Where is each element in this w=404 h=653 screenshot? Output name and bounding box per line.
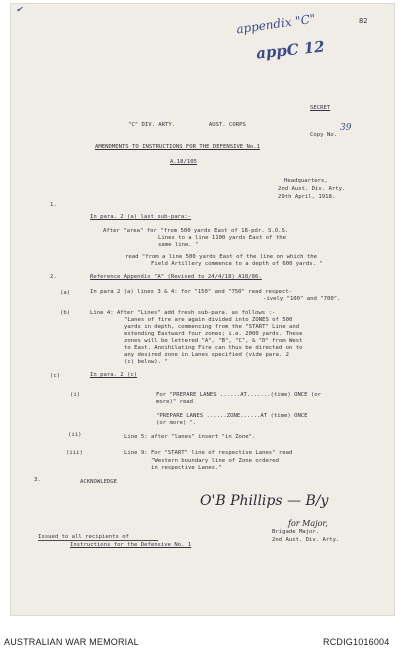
document-title: AMENDMENTS TO INSTRUCTIONS FOR THE DEFENSIVE No.1 [95,144,261,150]
para-number-2: 2. [50,274,57,280]
distribution-line: Issued to all recipients of [38,534,129,540]
sub-para-b-text: yards in depth, commencing from the "START" Line and [124,324,300,330]
sub-para-label: (a) [60,290,71,296]
sub-para-a-text: -ively "100" and "700". [263,296,341,302]
copy-number-label: Copy No. [310,132,337,138]
para-1-text: Lines to a line 1100 yards East of the [158,235,286,241]
sub-para-b-text: "Lanes of fire are again divided into ZONES of 500 [124,317,293,323]
document-reference: A.18/105 [170,159,197,165]
para-number-3: 3. [34,477,41,483]
para-2-heading: Reference Appendix "A" (Revised to 24/4/18) A18/86. [90,274,262,280]
archive-footer [0,617,404,653]
sub-para-b-text: to East. Annihilating Fire can thus be directed on to [124,345,303,351]
para-1-text: same line. " [158,242,199,248]
signatory-unit: 2nd Aust. Div. Arty. [272,537,340,543]
handwritten-app-note: appC 12 [255,37,326,63]
item-i-text: more)" read [156,399,194,405]
signature: O'B Phillips — B/y [200,493,329,509]
acknowledge-instruction: ACKNOWLEDGE [80,479,118,485]
hq-line-1: Headquarters, [284,178,328,184]
para-1-text: read "from a line 500 yards East of the line on which the [125,254,317,260]
item-label: (i) [70,392,81,398]
hq-line-3: 29th April, 1918. [278,194,336,200]
document-page [10,3,395,616]
para-number-1: 1. [50,202,57,208]
item-label: (ii) [68,432,82,438]
item-i-text: "PREPARE LANES ......ZONE......AT (time) ONCE [156,413,308,419]
formation-line: "C" DIV. ARTY. AUST. CORPS [128,122,246,128]
tick-mark: ✔ [16,5,23,14]
sub-para-label: (c) [50,373,61,379]
sub-para-b-text: zones will be lettered "A", "B", "C", & "D" from West [124,338,303,344]
secret-marking: SECRET [310,105,331,111]
item-iii-text: "Western boundary line of Zone ordered [151,458,279,464]
para-1-text: Field Artillery commence to a depth of 600 yards. " [151,261,323,267]
item-i-text: For "PREPARE LANES ......AT.......(time) ONCE (or [156,392,322,398]
distribution-line: Instructions for the Defensive No. 1 [70,542,192,548]
item-iii-text: Line 9: For "START" line of respective Lanes" read [124,450,293,456]
copy-number-handwritten: 39 [340,123,352,133]
item-label: (iii) [66,450,83,456]
item-iii-text: in respective Lanes." [151,465,222,471]
archive-name: AUSTRALIAN WAR MEMORIAL [4,637,139,647]
for-major: for Major, [288,519,328,528]
sub-para-b-text: (c) below). " [124,359,168,365]
sub-para-c-heading: In para. 2 (c) [90,372,138,378]
sub-para-a-text: In para 2 (a) lines 3 & 4: for "150" and "750" read respect- [90,289,293,295]
para-1-text: After "area" for "from 500 yards East of 18-pdr. S.O.S. [103,228,289,234]
para-1-heading: In para. 2 (a) last sub-para:- [90,214,192,220]
page-number: 82 [359,17,368,25]
signatory-title: Brigade Major. [272,529,320,535]
hq-line-2: 2nd Aust. Div. Arty. [278,186,346,192]
sub-para-label: (b) [60,310,71,316]
underline-rule [38,540,158,541]
sub-para-b-text: Line 4: After "Lines" add fresh sub-para. as follows :- [90,310,276,316]
handwritten-appendix-note: appendix "C" [235,11,317,37]
item-ii-text: Line 5: after "lanes" insert "in Zone". [124,434,256,440]
item-i-text: (or more) ". [156,420,197,426]
sub-para-b-text: any desired zone in Lanes specified (vide para. 2 [124,352,290,358]
sub-para-b-text: extending Eastward four zones; i.e. 2000 yards. These [124,331,303,337]
record-id: RCDIG1016004 [323,637,390,647]
